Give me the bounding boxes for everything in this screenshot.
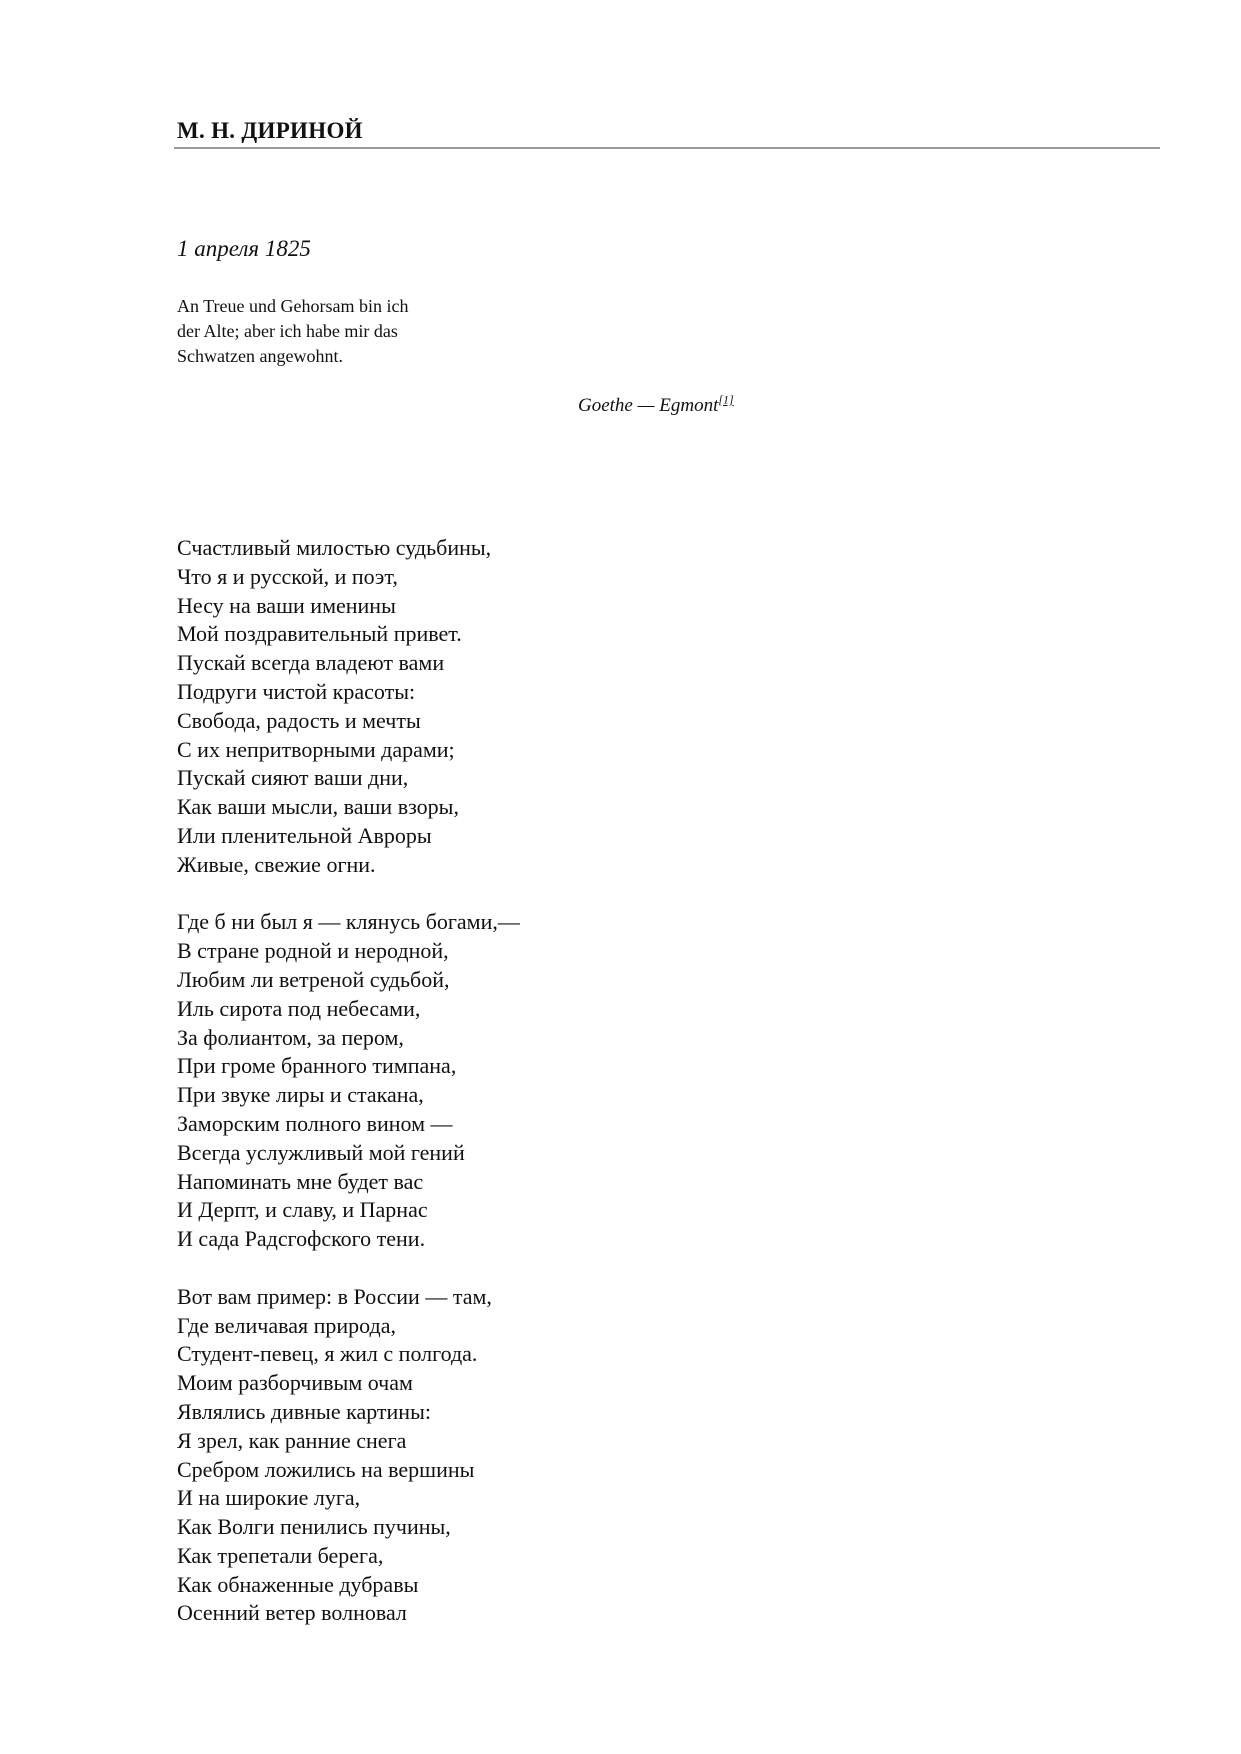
stanza-3 [177, 1283, 520, 1629]
poem-line: При звуке лиры и стакана, [177, 1082, 424, 1108]
poem-line: Или пленительной Авроры [177, 822, 432, 848]
poem-line: Что я и русской, и поэт, [177, 563, 398, 589]
poem-line: Как Волги пенились пучины, [177, 1514, 451, 1540]
poem-line: Любим ли ветреной судьбой, [177, 966, 450, 992]
epigraph-line: der Alte; aber ich habe mir das [177, 321, 398, 341]
stanza-2 [177, 908, 520, 1254]
poem-line: И сада Радсгофского тени. [177, 1226, 426, 1252]
poem-line: Пускай сияют ваши дни, [177, 765, 409, 791]
poem-line: С их непритворными дарами; [177, 736, 455, 762]
poem-line: Студент-певец, я жил с полгода. [177, 1341, 478, 1367]
page-title: М. Н. ДИРИНОЙ [177, 118, 363, 143]
poem-line: Осенний ветер волновал [177, 1600, 407, 1626]
poem-line: Иль сирота под небесами, [177, 995, 421, 1021]
poem-line: Где б ни был я — клянусь богами,— [177, 909, 520, 935]
poem-line: Напоминать мне будет вас [177, 1168, 424, 1194]
poem-line: Мой поздравительный привет. [177, 621, 462, 647]
poem-line: Как трепетали берега, [177, 1542, 384, 1568]
poem-line: Несу на ваши именины [177, 592, 396, 618]
poem-line: Свобода, радость и мечты [177, 707, 421, 733]
poem-line: Всегда услужливый мой гений [177, 1139, 465, 1165]
poem-line: За фолиантом, за пером, [177, 1024, 404, 1050]
poem-date: 1 апреля 1825 [177, 236, 311, 261]
poem-line: Как обнаженные дубравы [177, 1571, 419, 1597]
poem-line: Сребром ложились на вершины [177, 1456, 475, 1482]
poem-line: В стране родной и неродной, [177, 938, 449, 964]
poem-line: Являлись дивные картины: [177, 1398, 431, 1424]
epigraph-line: An Treue und Gehorsam bin ich [177, 296, 409, 316]
title-divider [174, 147, 1160, 149]
epigraph-line: Schwatzen angewohnt. [177, 346, 343, 366]
footnote-link[interactable]: [1] [718, 392, 734, 407]
poem-line: Где величавая природа, [177, 1312, 396, 1338]
poem-line: Вот вам пример: в России — там, [177, 1283, 492, 1309]
poem-line: Пускай всегда владеют вами [177, 650, 445, 676]
attribution-text: Goethe — Egmont [578, 395, 719, 416]
poem-line: При громе бранного тимпана, [177, 1053, 457, 1079]
poem-line: И на широкие луга, [177, 1485, 361, 1511]
poem-line: Счастливый милостью судьбины, [177, 535, 492, 560]
poem-line: Моим разборчивым очам [177, 1370, 413, 1396]
epigraph [177, 294, 408, 369]
poem-body [177, 534, 520, 1628]
epigraph-attribution [578, 392, 734, 417]
stanza-1 [177, 534, 520, 880]
poem-line: Живые, свежие огни. [177, 851, 376, 877]
poem-line: Заморским полного вином — [177, 1110, 453, 1136]
poem-line: Как ваши мысли, ваши взоры, [177, 794, 459, 820]
poem-line: Подруги чистой красоты: [177, 678, 416, 704]
poem-line: Я зрел, как ранние снега [177, 1427, 407, 1453]
poem-line: И Дерпт, и славу, и Парнас [177, 1197, 428, 1223]
